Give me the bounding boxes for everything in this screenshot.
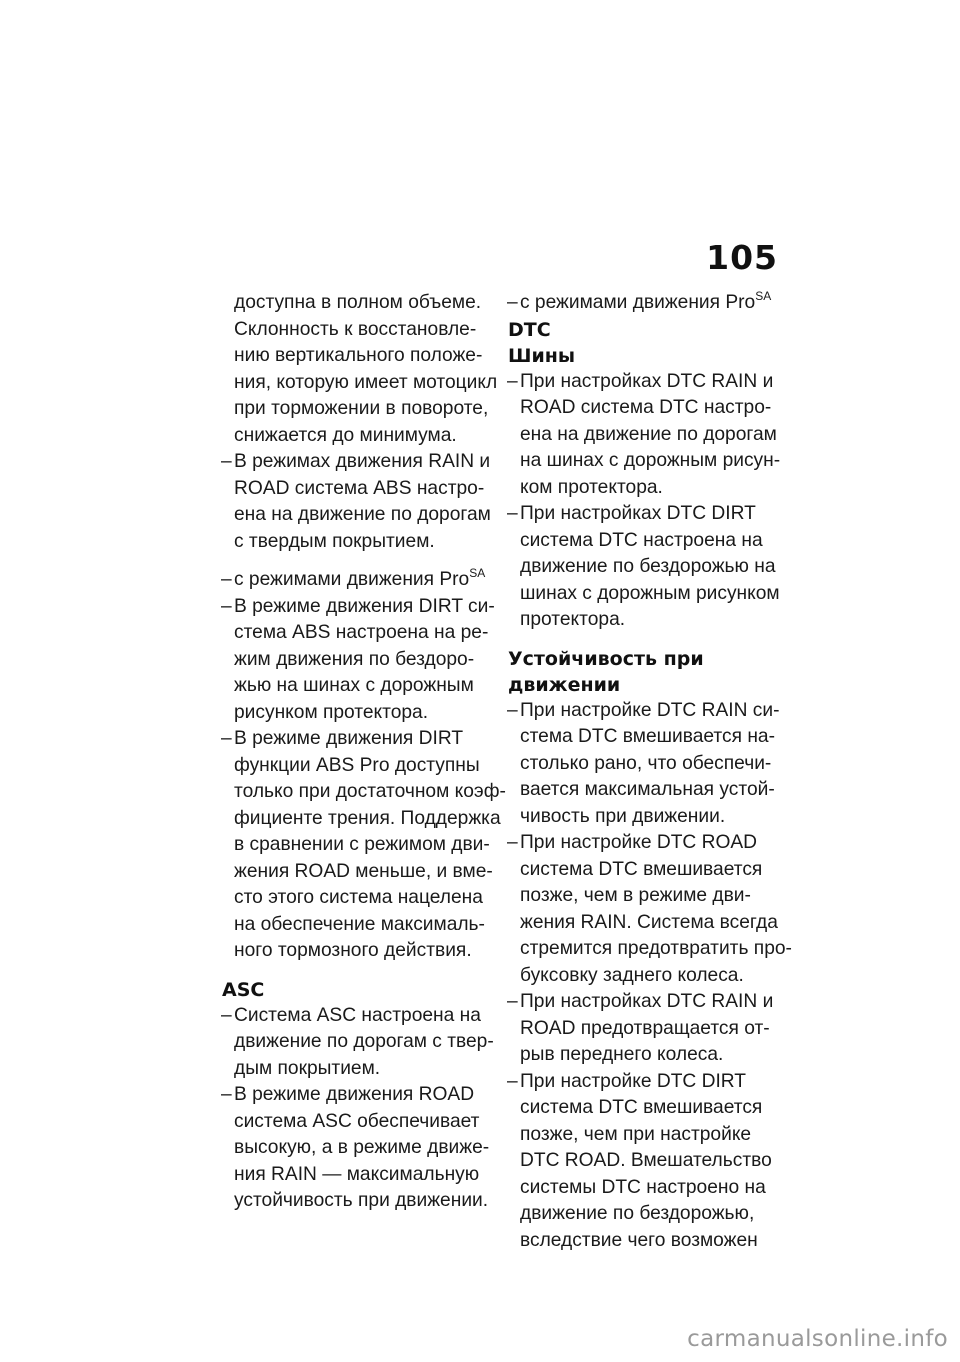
spacer — [508, 634, 778, 646]
text-line: жим движения по бездоро- — [234, 648, 475, 670]
text-line: ROAD система ABS настро- — [234, 477, 485, 499]
text-line: позже, чем в режиме дви- — [520, 885, 751, 906]
text-line: рисунком протектора. — [234, 701, 429, 723]
text-line: устойчивость при движении. — [234, 1190, 489, 1211]
text-line: DTC ROAD. Вмешательство — [520, 1150, 772, 1171]
right-column — [508, 289, 792, 1254]
text-line: ROAD система DTC настро- — [520, 397, 772, 418]
text-line: в сравнении с режимом дви- — [234, 834, 490, 855]
text-line: ния RAIN — максимальную — [234, 1163, 480, 1185]
text-line: снижается до минимума. — [234, 424, 457, 446]
text-line: ена на движение по дорогам — [520, 423, 777, 445]
pro-mode-line — [222, 567, 484, 594]
text-line: – В режиме движения ROAD — [222, 1082, 484, 1109]
text-line: на обеспечение максималь- — [234, 913, 485, 935]
bullet-item — [508, 989, 778, 1069]
text-line: – При настройках DTC DIRT — [508, 501, 778, 528]
text-line: – В режиме движения DIRT си- — [222, 594, 484, 621]
text-line: сто этого система нацелена — [234, 887, 483, 908]
text-line: ного тормозного действия. — [234, 940, 472, 961]
bullet-item — [222, 1082, 490, 1215]
spacer — [222, 965, 484, 977]
dtc-heading: DTC — [508, 318, 551, 341]
text-line: – В режимах движения RAIN и — [222, 449, 484, 476]
sa-superscript: SA — [755, 289, 772, 303]
bullet-item — [508, 1069, 778, 1255]
text-line: Склонность к восстановле- — [234, 318, 477, 340]
text-line: стема ABS настроена на ре- — [234, 622, 489, 643]
text-line: ком протектора. — [520, 476, 663, 498]
text-line: функции ABS Pro доступны — [234, 754, 480, 776]
text-line: система DTC вмешивается — [520, 858, 763, 880]
text-line: – При настройке DTC ROAD — [508, 830, 778, 857]
text-line: стремится предотвратить про- — [520, 938, 792, 959]
tires-heading: Шины — [508, 344, 576, 367]
text-line: стема DTC вмешивается на- — [520, 726, 775, 747]
bullet-item — [508, 698, 778, 831]
text-line: система DTC вмешивается — [520, 1097, 763, 1118]
text-line: система DTC настроена на — [520, 529, 763, 551]
text-line: с твердым покрытием. — [234, 530, 435, 552]
pro-mode-text: с режимами движения Pro — [520, 292, 756, 313]
text-line: только при достаточном коэф- — [234, 781, 506, 802]
text-line: дым покрытием. — [234, 1057, 381, 1079]
left-column — [222, 290, 506, 1215]
pro-mode-text: с режимами движения Pro — [234, 569, 470, 590]
page-number: 105 — [706, 238, 778, 277]
bullet-item — [508, 830, 792, 989]
text-line: позже, чем при настройке — [520, 1123, 752, 1145]
text-line: ROAD предотвращается от- — [520, 1017, 770, 1039]
bullet-item — [222, 594, 495, 727]
sa-superscript: SA — [469, 566, 486, 580]
text-line: – При настройке DTC RAIN си- — [508, 698, 778, 725]
stability-heading-line-2: движении — [508, 673, 621, 696]
stability-heading-line-1: Устойчивость при — [508, 647, 704, 670]
text-line: жения RAIN. Система всегда — [520, 911, 778, 933]
text-line: фициенте трения. Поддержка — [234, 807, 501, 829]
text-line: вается максимальная устой- — [520, 779, 775, 800]
text-line: движение по бездорожью, — [520, 1203, 755, 1224]
text-line: при торможении в повороте, — [234, 398, 489, 419]
text-line: – При настройке DTC DIRT — [508, 1069, 778, 1096]
text-line: буксовку заднего колеса. — [520, 964, 744, 986]
text-line: – В режиме движения DIRT — [222, 726, 484, 753]
text-line: жью на шинах с дорожным — [234, 675, 474, 696]
text-line: – При настройках DTC RAIN и — [508, 369, 778, 396]
text-line: – При настройках DTC RAIN и — [508, 989, 778, 1016]
text-line: движение по дорогам с твер- — [234, 1031, 494, 1052]
text-line: система ASC обеспечивает — [234, 1110, 480, 1132]
bullet-item — [222, 449, 491, 555]
text-line: на шинах с дорожным рисун- — [520, 450, 781, 471]
spacer — [222, 555, 484, 567]
text-line: ена на движение по дорогам — [234, 504, 491, 525]
paragraph — [222, 290, 498, 449]
text-line: – Система ASC настроена на — [222, 1003, 484, 1030]
asc-heading: ASC — [222, 978, 265, 1001]
text-line: жения ROAD меньше, и вме- — [234, 860, 493, 882]
bullet-item — [508, 369, 781, 502]
text-line: высокую, а в режиме движе- — [234, 1137, 490, 1158]
text-line: протектора. — [520, 609, 626, 630]
pro-mode-line — [508, 290, 778, 317]
text-line: столько рано, что обеспечи- — [520, 752, 772, 774]
text-line: системы DTC настроено на — [520, 1176, 766, 1198]
text-line: шинах с дорожным рисунком — [520, 582, 780, 604]
text-line: рыв переднего колеса. — [520, 1044, 724, 1065]
bullet-item — [222, 1003, 494, 1083]
text-line: нию вертикального положе- — [234, 345, 483, 366]
bullet-item — [222, 726, 506, 965]
text-line: движение по бездорожью на — [520, 556, 776, 577]
text-line: чивость при движении. — [520, 805, 726, 827]
text-line: доступна в полном объеме. — [234, 292, 482, 313]
bullet-item — [508, 501, 778, 634]
watermark: carmanualsonline.info — [687, 1326, 948, 1352]
text-line: вследствие чего возможен — [520, 1229, 758, 1251]
text-line: ния, которую имеет мотоцикл — [234, 371, 498, 393]
